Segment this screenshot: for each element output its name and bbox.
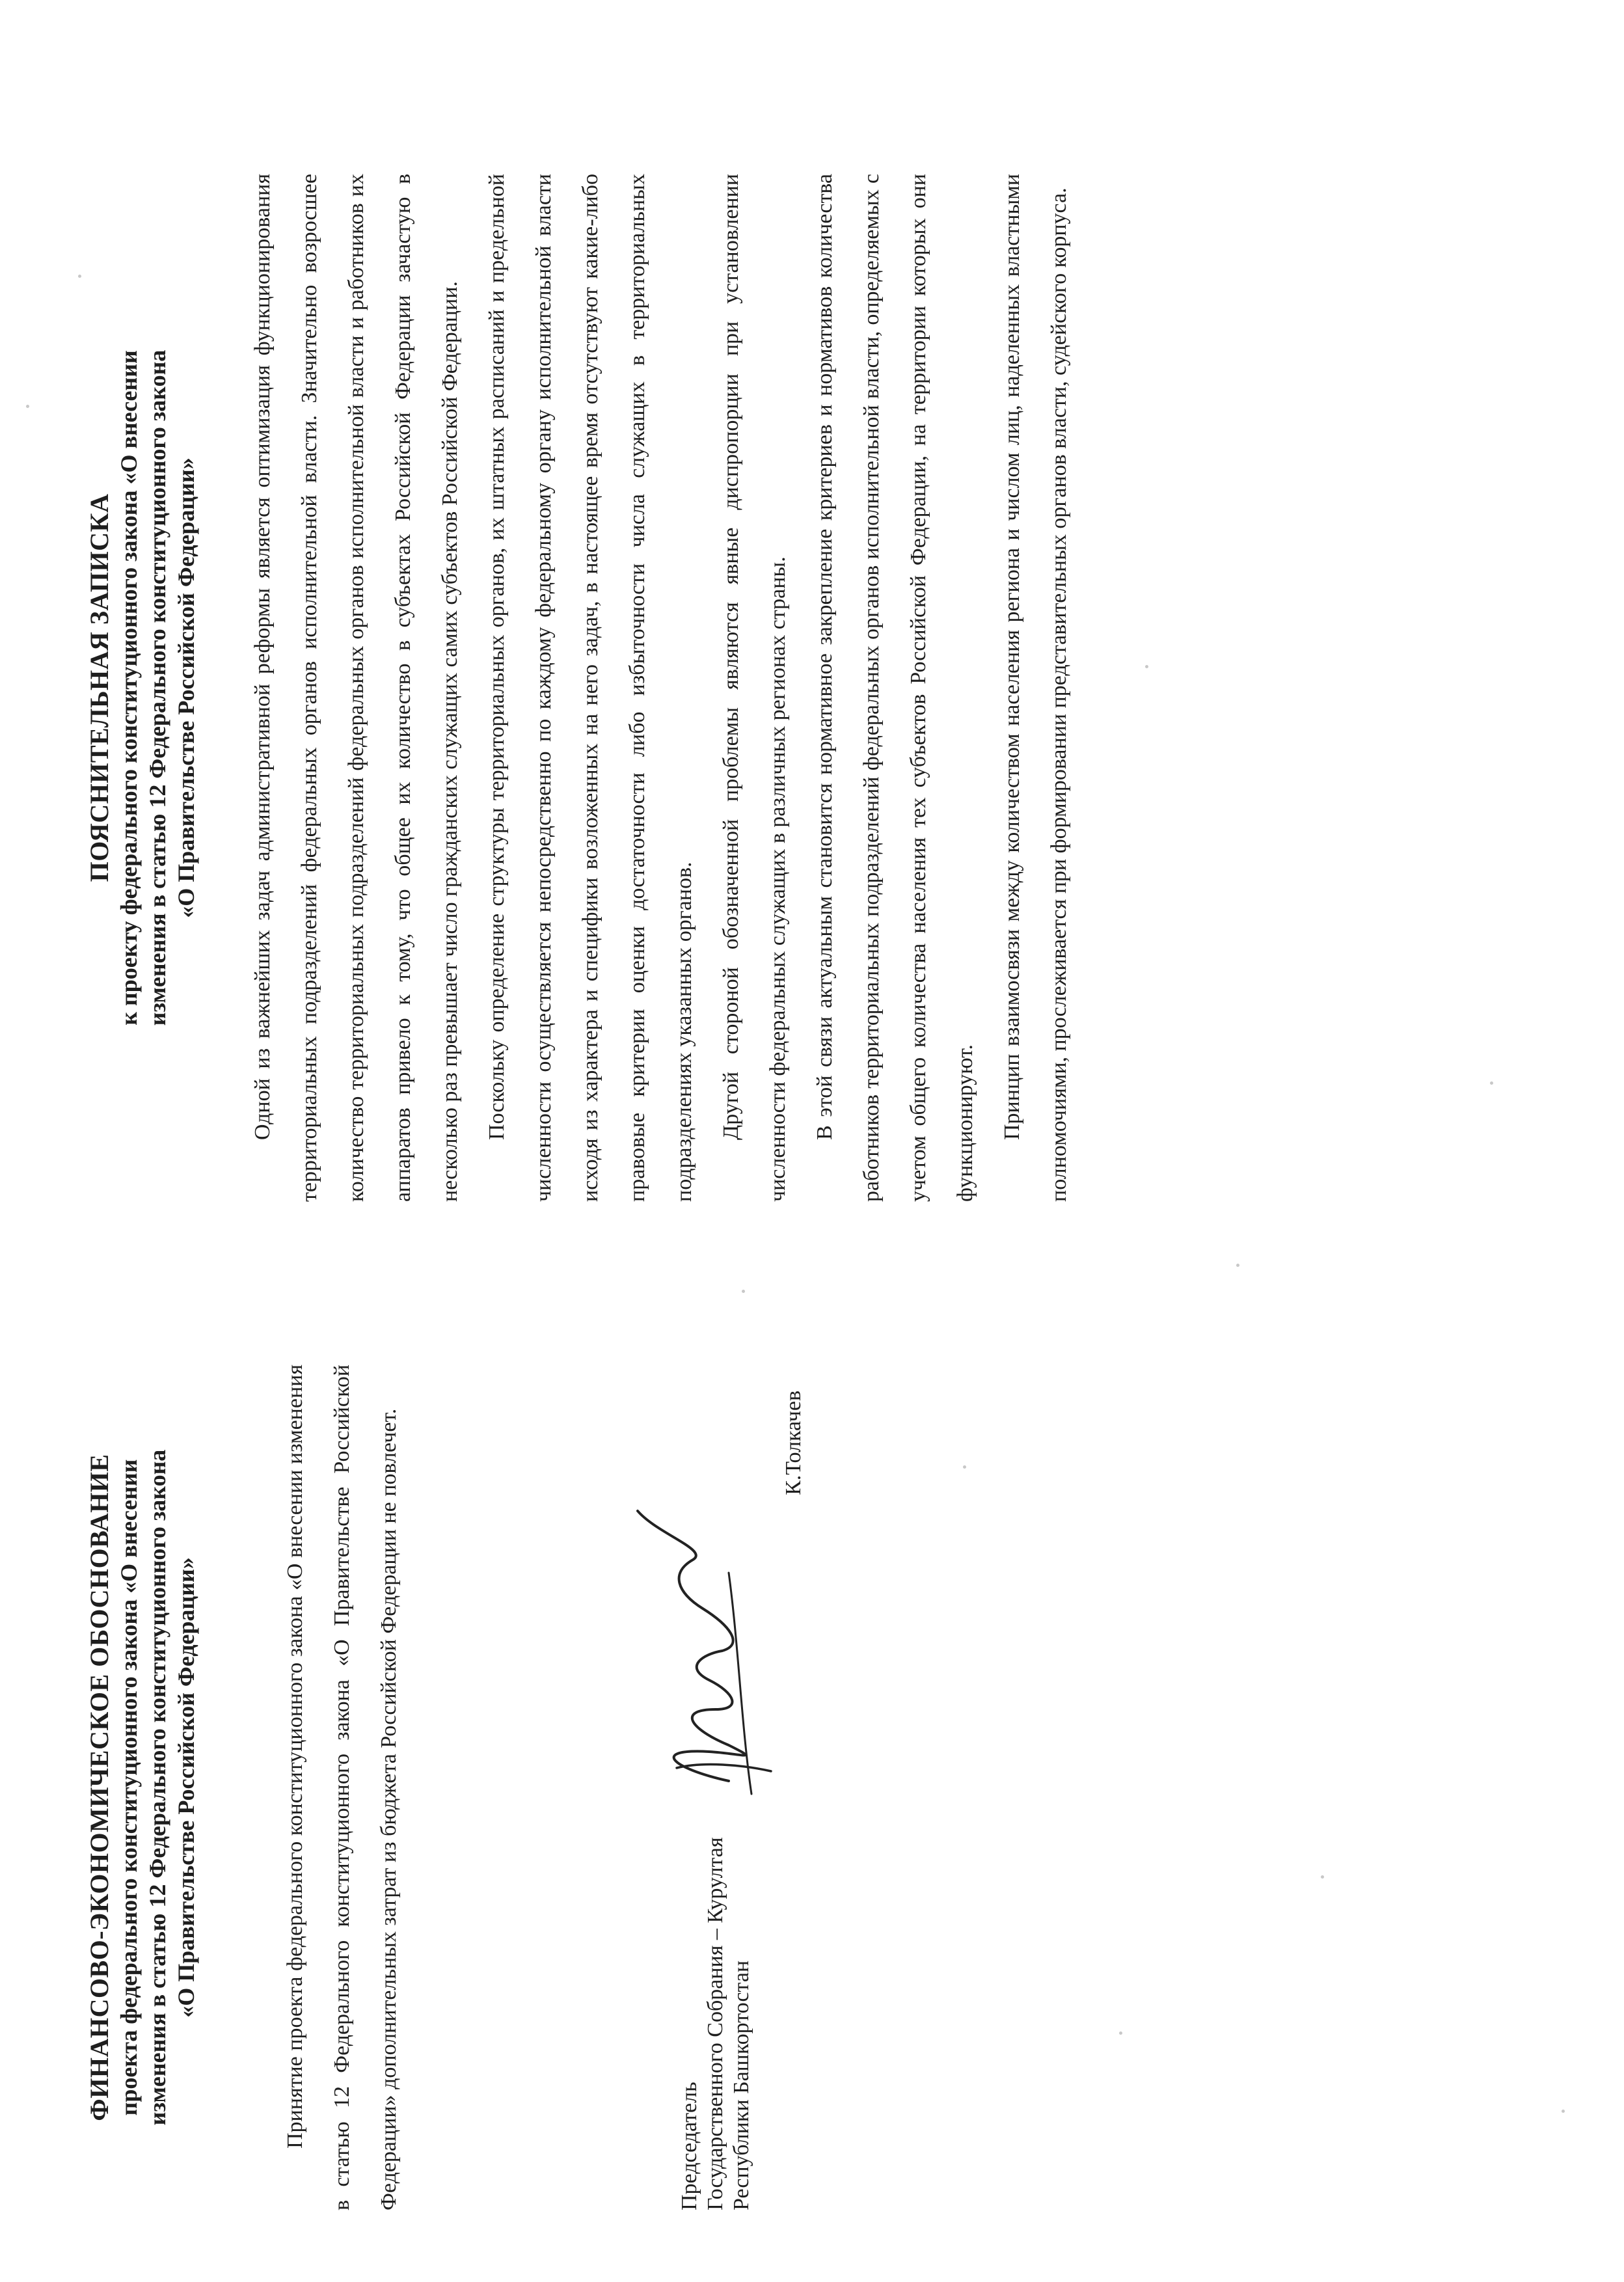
scan-speck xyxy=(742,1290,745,1293)
financial-justification-section xyxy=(85,1365,805,2210)
scan-speck xyxy=(78,275,81,278)
financial-subtitle-line: проекта федерального конституционного закона «О внесении xyxy=(116,1459,142,2116)
scan-speck xyxy=(1145,665,1148,668)
scan-speck xyxy=(963,1465,966,1469)
scan-speck xyxy=(26,405,29,408)
explanatory-subtitle-line: «О Правительстве Российской Федерации» xyxy=(173,457,199,918)
signatory-position-line: Республики Башкортостан xyxy=(729,1960,753,2210)
explanatory-body xyxy=(239,174,1083,1202)
financial-heading xyxy=(85,1365,200,2210)
explanatory-paragraph: Поскольку определение структуры территориальных органов, их штатных расписаний и предельной численности осуществляется непосредственно по каждому федеральному органу исполнительной власти исходя из характера и специфики возложенных на него задач, в настоящее время отсутствуют какие-либо правовые критерии оценки достаточности либо избыточности числа служащих в территориальных подразделениях указанных органов. xyxy=(485,174,696,1202)
financial-subtitle-line: «О Правительстве Российской Федерации» xyxy=(173,1557,199,2018)
signatory-name: К.Толкачев xyxy=(781,1391,805,1495)
scan-speck xyxy=(1562,2110,1565,2113)
explanatory-title: ПОЯСНИТЕЛЬНАЯ ЗАПИСКА xyxy=(85,493,114,882)
signatory-position-line: Государственного Собрания – Курултая xyxy=(703,1837,727,2210)
financial-subtitle-line: изменения в статью 12 Федерального конституционного закона xyxy=(144,1449,170,2126)
handwritten-signature xyxy=(631,1501,781,1807)
scan-speck xyxy=(1119,2031,1122,2035)
scan-speck xyxy=(1321,1875,1324,1879)
explanatory-heading xyxy=(85,174,200,1202)
explanatory-paragraph: Другой стороной обозначенной проблемы являются явные диспропорции при установлении численности федеральных служащих в различных регионах страны. xyxy=(719,174,790,1202)
financial-body-paragraph: Принятие проекта федерального конституционного закона «О внесении изменения в статью 12 Федерального конституционного закона «О Правительстве Российской Федерации» дополнительных затрат из бюджета Российской Федерации не повлечет. xyxy=(283,1365,401,2210)
explanatory-paragraph: Одной из важнейших задач административной реформы является оптимизация функционирования территориальных подразделений федеральных органов исполнительной власти. Значительно возросшее количество территориальных подразделений федеральных органов исполнительной власти и работников их аппаратов привело к тому, что общее их количество в субъектах Российской Федерации зачастую в несколько раз превышает число гражданских служащих самих субъектов Российской Федерации. xyxy=(250,174,462,1202)
signatory-position-line: Председатель xyxy=(677,2082,701,2210)
explanatory-note-section xyxy=(85,174,1083,1202)
explanatory-subtitle-line: к проекту федерального конституционного закона «О внесении xyxy=(116,350,142,1026)
signature-block xyxy=(677,1365,846,2210)
financial-title: ФИНАНСОВО-ЭКОНОМИЧЕСКОЕ ОБОСНОВАНИЕ xyxy=(85,1454,114,2121)
explanatory-subtitle-line: изменения в статью 12 Федерального конституционного закона xyxy=(144,349,170,1026)
scan-speck xyxy=(1490,1081,1493,1085)
explanatory-paragraph: Принцип взаимосвязи между количеством населения региона и числом лиц, наделенных властными полномочиями, прослеживается при формировании представительных органов власти, судейского корпуса. xyxy=(1000,174,1071,1202)
scan-speck xyxy=(1236,1264,1239,1267)
explanatory-paragraph: В этой связи актуальным становится нормативное закрепление критериев и нормативов количества работников территориальных подразделений федеральных органов исполнительной власти, определяемых с учетом общего количества населения тех субъектов Российской Федерации, на территории которых они функционируют. xyxy=(813,174,977,1202)
